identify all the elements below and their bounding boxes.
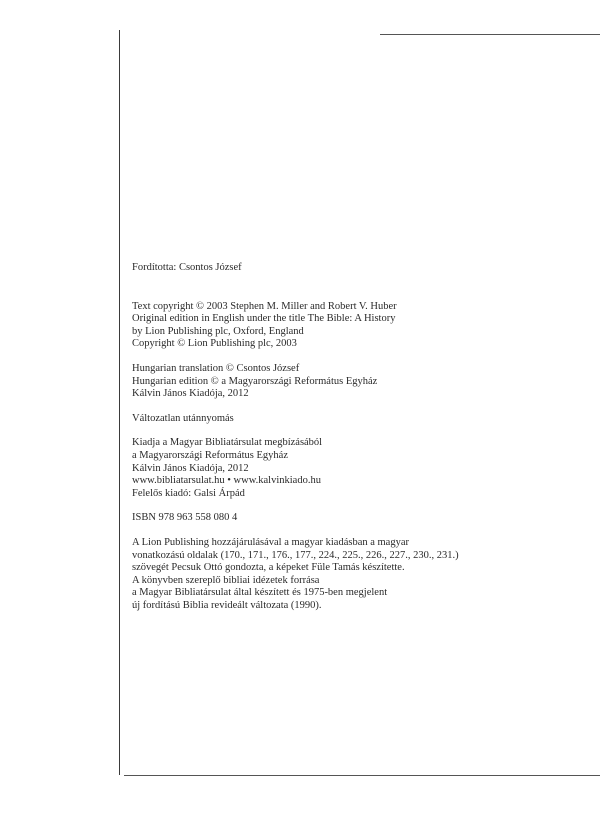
top-edge-rule <box>380 34 600 35</box>
publisher-websites: www.bibliatarsulat.hu • www.kalvinkiado.hu <box>132 475 321 487</box>
hungarian-edition-line: Hungarian edition © a Magyarországi Református Egyház <box>132 375 378 387</box>
isbn-line: ISBN 978 963 558 080 4 <box>132 512 238 524</box>
publisher-line: Felelős kiadó: Galsi Árpád <box>132 487 245 499</box>
hungarian-edition-line: Hungarian translation © Csontos József <box>132 362 300 374</box>
left-margin-rule <box>119 30 120 775</box>
hungarian-edition-block <box>132 363 572 401</box>
hungarian-edition-line: Kálvin János Kiadója, 2012 <box>132 388 249 400</box>
notes-line: vonatkozású oldalak (170., 171., 176., 177., 224., 225., 226., 227., 230., 231.) <box>132 549 459 561</box>
notes-line: a Magyar Bibliatársulat által készített és 1975-ben megjelent <box>132 587 388 599</box>
copyright-line: Copyright © Lion Publishing plc, 2003 <box>132 338 297 350</box>
copyright-line: by Lion Publishing plc, Oxford, England <box>132 325 304 337</box>
notes-block <box>132 537 572 613</box>
publisher-line: a Magyarországi Református Egyház <box>132 449 288 461</box>
translator-credit <box>132 262 572 275</box>
notes-line: szövegét Pecsuk Ottó gondozta, a képeket Füle Tamás készítette. <box>132 562 405 574</box>
notes-line: A Lion Publishing hozzájárulásával a magyar kiadásban a magyar <box>132 536 409 548</box>
isbn-block <box>132 512 572 525</box>
notes-line: új fordítású Biblia revideált változata (1990). <box>132 599 322 611</box>
bottom-edge-rule <box>124 775 600 776</box>
imprint-page-content <box>132 262 572 612</box>
publisher-line: Kiadja a Magyar Bibliatársulat megbízásából <box>132 437 323 449</box>
reprint-note <box>132 413 572 426</box>
translator-line: Fordította: Csontos József <box>132 262 242 273</box>
notes-line: A könyvben szereplő bibliai idézetek forrása <box>132 574 320 586</box>
publisher-line: Kálvin János Kiadója, 2012 <box>132 462 249 474</box>
publisher-block <box>132 437 572 500</box>
reprint-line: Változatlan utánnyomás <box>132 412 234 424</box>
copyright-block <box>132 301 572 351</box>
copyright-line: Original edition in English under the title The Bible: A History <box>132 313 396 325</box>
copyright-line: Text copyright © 2003 Stephen M. Miller and Robert V. Huber <box>132 300 397 312</box>
